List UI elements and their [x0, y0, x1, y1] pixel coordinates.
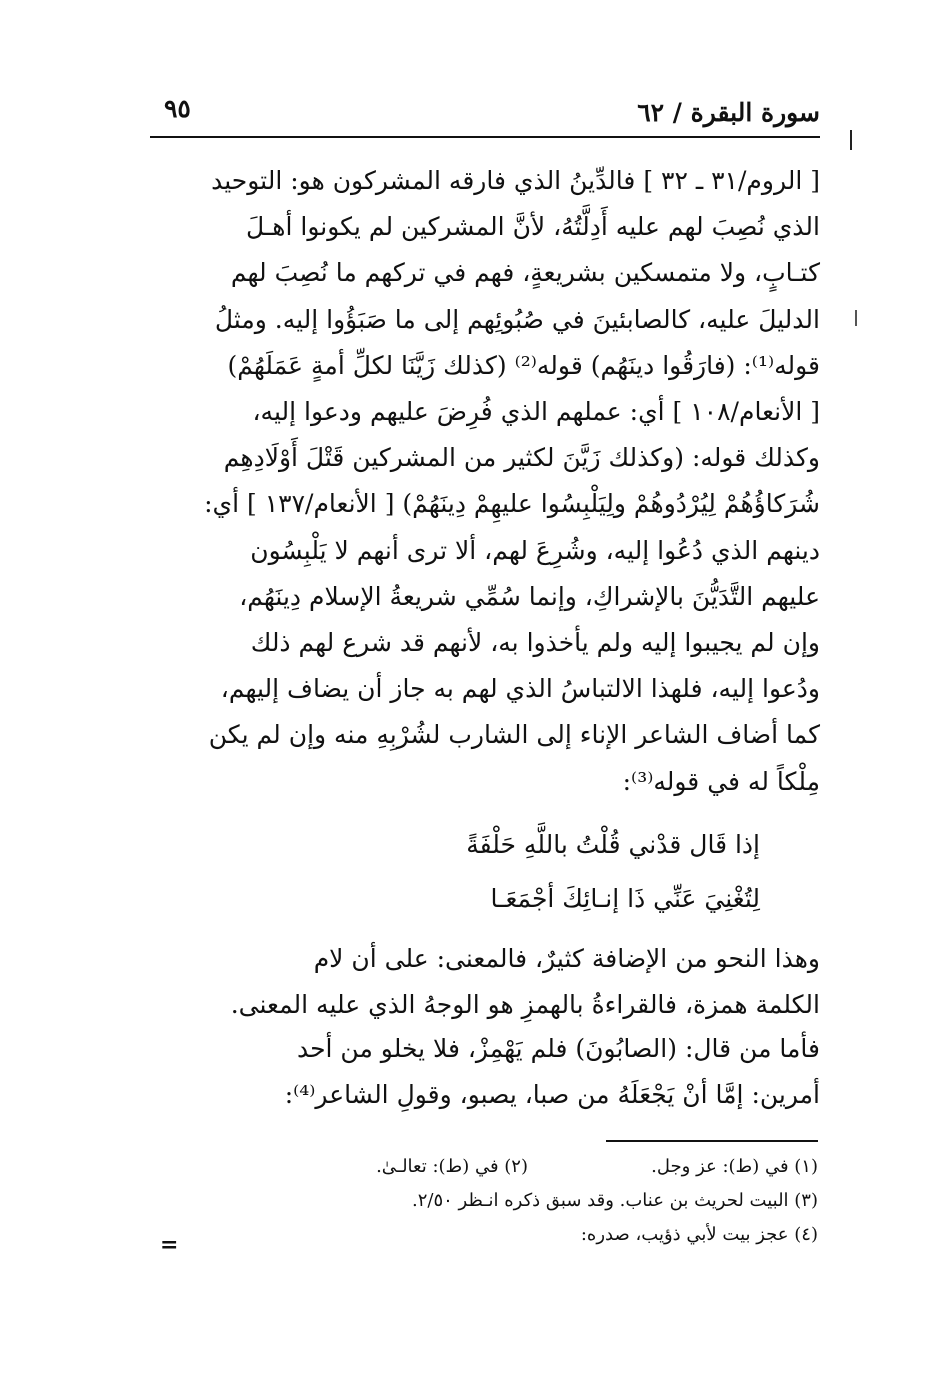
text-line: وهذا النحو من الإضافة كثيرٌ، فالمعنى: على أن لام — [313, 944, 820, 973]
text-line: الدليلَ عليه، كالصابئينَ في صُبُوئِهم إلى ما صَبَؤُوا إليه. ومثلُ — [214, 304, 820, 334]
poem-hemistich: إذا قَال قدْني قُلْتُ باللَّهِ حَلْفَةً — [466, 830, 760, 859]
footnote-rule — [606, 1140, 818, 1142]
footnote-row — [150, 1150, 818, 1184]
text-line: ودُعوا إليه، فلهذا الالتباسُ الذي لهم به جاز أن يضاف إليهم، — [220, 674, 820, 704]
running-title: سورة البقرة / ٦٢ — [637, 98, 820, 127]
text-line: عليهم التَّدَيُّنَ بالإشراكِ، وإنما سُمِّي شريعةُ الإسلام دِينَهُم، — [239, 581, 820, 611]
footnote-row — [150, 1218, 818, 1252]
text-line: الكلمة همزة، فالقراءةُ بالهمزِ هو الوجهُ الذي عليه المعنى. — [230, 990, 820, 1019]
header-rule — [150, 136, 820, 138]
text-line: قوله⁽¹⁾: (فارَقُوا دينَهُم) قوله⁽²⁾ (كذلك زَيَّنَا لكلِّ أمةٍ عَمَلَهُمْ) — [227, 350, 820, 380]
corner-mark — [850, 130, 852, 150]
main-paragraph — [155, 158, 820, 805]
paragraph-2 — [155, 936, 820, 1028]
text-line: [ الأنعام/١٠٨ ] أي: عملهم الذي فُرِضَ عليهم ودعوا إليه، — [252, 397, 820, 427]
text-line: [ الروم/٣١ ـ ٣٢ ] فالدِّينُ الذي فارقه المشركون هو: التوحيد — [211, 166, 820, 195]
footnotes — [150, 1150, 818, 1252]
footnote-4: (٤) عجز بيت لأبي ذؤيب، صدره: — [580, 1224, 818, 1245]
footnote-2: (٢) في (ط): تعالـىٰ. — [376, 1156, 528, 1177]
margin-tick — [855, 310, 857, 326]
text-line: كتـابٍ، ولا متمسكين بشريعةٍ، فهم في تركهم ما نُصِبَ لهم — [230, 258, 820, 288]
paragraph-3 — [155, 1026, 820, 1118]
page-number: ٩٥ — [164, 94, 191, 123]
text-line: دينهم الذي دُعُوا إليه، وشُرِعَ لهم، ألا ترى أنهم لا يَلْبِسُون — [250, 535, 820, 565]
text-line: شُرَكاؤُهُمْ لِيُرْدُوهُمْ ولِيَلْبِسُوا عليهِمْ دِينَهُمْ) [ الأنعام/١٣٧ ] أي: — [204, 489, 820, 519]
page-header — [150, 92, 820, 138]
text-line: الذي نُصِبَ لهم عليه أَدِلَّتُهُ، لأنَّ المشركين لم يكونوا أهـلَ — [246, 212, 820, 242]
text-line: وإن لم يجيبوا إليه ولم يأخذوا به، لأنهم قد شرع لهم ذلك — [250, 628, 820, 658]
footnote-row — [150, 1184, 818, 1218]
text-line: كما أضاف الشاعر الإناء إلى الشارب لشُرْبِهِ منه وإن لم يكن — [208, 720, 820, 750]
footnote-3: (٣) البيت لحريث بن عناب. وقد سبق ذكره انـظر ٢/٥٠. — [411, 1190, 818, 1211]
text-line: مِلْكاً له في قوله⁽³⁾: — [622, 766, 820, 796]
text-line: أمرين: إمَّا أنْ يَجْعَلَهُ من صبا، يصبو، وقولِ الشاعر⁽⁴⁾: — [284, 1080, 820, 1109]
footnote-1: (١) في (ط): عز وجل. — [651, 1156, 818, 1177]
text-line: فأما من قال: (الصابُونَ) فلم يَهْمِزْ، فلا يخلو من أحد — [296, 1034, 820, 1063]
continuation-mark: = — [160, 1232, 179, 1258]
poem-hemistich: لِتُغْنِيَ عَنِّي ذَا إنـائِكَ أجْمَعَـا — [490, 884, 760, 913]
text-line: وكذلك قوله: (وكذلك زَيَّنَ لكثير من المشركين قَتْلَ أَوْلَادِهِم — [223, 443, 820, 473]
